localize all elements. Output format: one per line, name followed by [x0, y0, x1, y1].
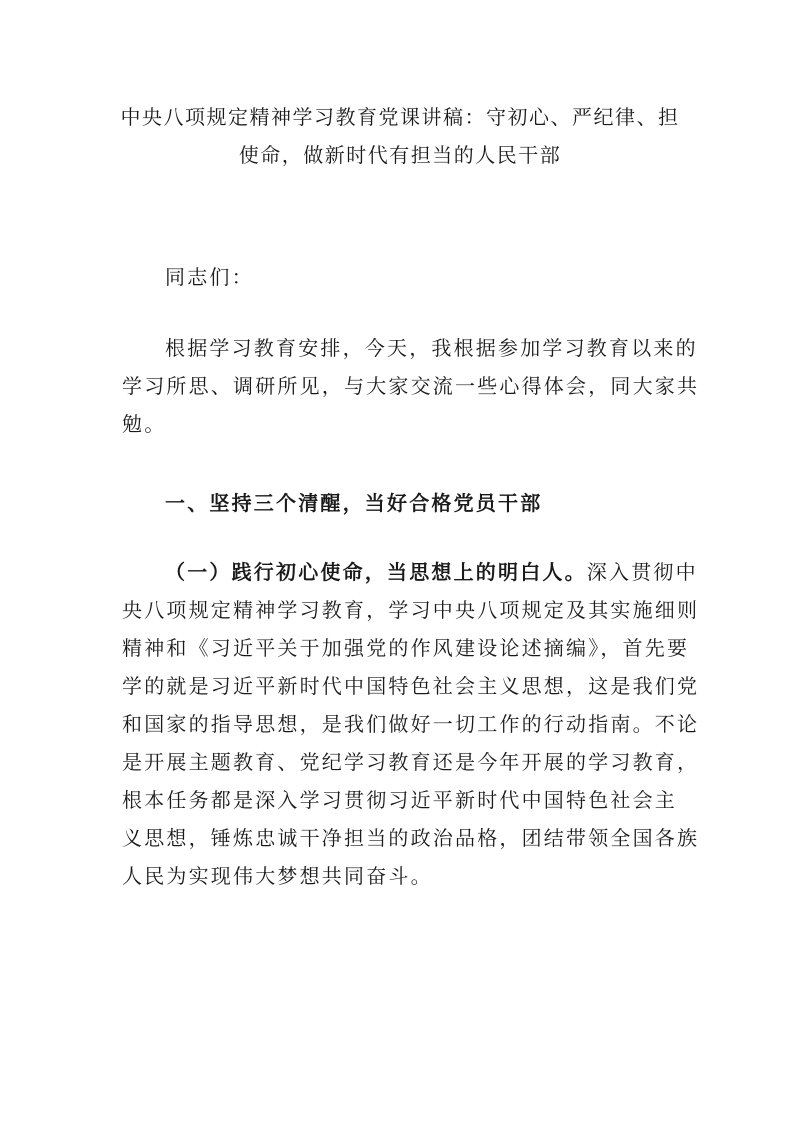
subsection-1-line-5: 和国家的指导思想，是我们做好一切工作的行动指南。不论 — [122, 712, 700, 736]
subsection-1-line-9: 人民为实现伟大梦想共同奋斗。 — [122, 864, 433, 888]
subsection-1-line-6: 是开展主题教育、党纪学习教育还是今年开展的学习教育， — [122, 750, 700, 774]
subsection-1-heading: （一）践行初心使命，当思想上的明白人。 — [165, 560, 587, 584]
intro-line-2: 学习所思、调研所见，与大家交流一些心得体会，同大家共 — [122, 374, 700, 398]
document-title — [120, 98, 680, 174]
intro-line-3: 勉。 — [122, 412, 167, 436]
subsection-1-line-1-rest: 深入贯彻中 — [586, 560, 698, 584]
title-line-2: 使命，做新时代有担当的人民干部 — [238, 143, 562, 167]
subsection-1-line-3: 精神和《习近平关于加强党的作风建设论述摘编》，首先要 — [122, 636, 690, 660]
section-1-heading: 一、坚持三个清醒，当好合格党员干部 — [165, 491, 543, 515]
subsection-1-line-7: 根本任务都是深入学习贯彻习近平新时代中国特色社会主 — [122, 788, 677, 812]
subsection-1-line-4: 学的就是习近平新时代中国特色社会主义思想，这是我们党 — [122, 674, 700, 698]
subsection-1-line-1 — [165, 553, 698, 591]
subsection-1-line-2: 央八项规定精神学习教育，学习中央八项规定及其实施细则 — [122, 598, 700, 622]
subsection-1-line-8: 义思想，锤炼忠诚干净担当的政治品格，团结带领全国各族 — [122, 826, 700, 850]
salutation: 同志们： — [165, 265, 254, 289]
title-line-1: 中央八项规定精神学习教育党课讲稿：守初心、严纪律、担 — [120, 105, 680, 129]
intro-line-1: 根据学习教育安排，今天，我根据参加学习教育以来的 — [165, 336, 698, 360]
